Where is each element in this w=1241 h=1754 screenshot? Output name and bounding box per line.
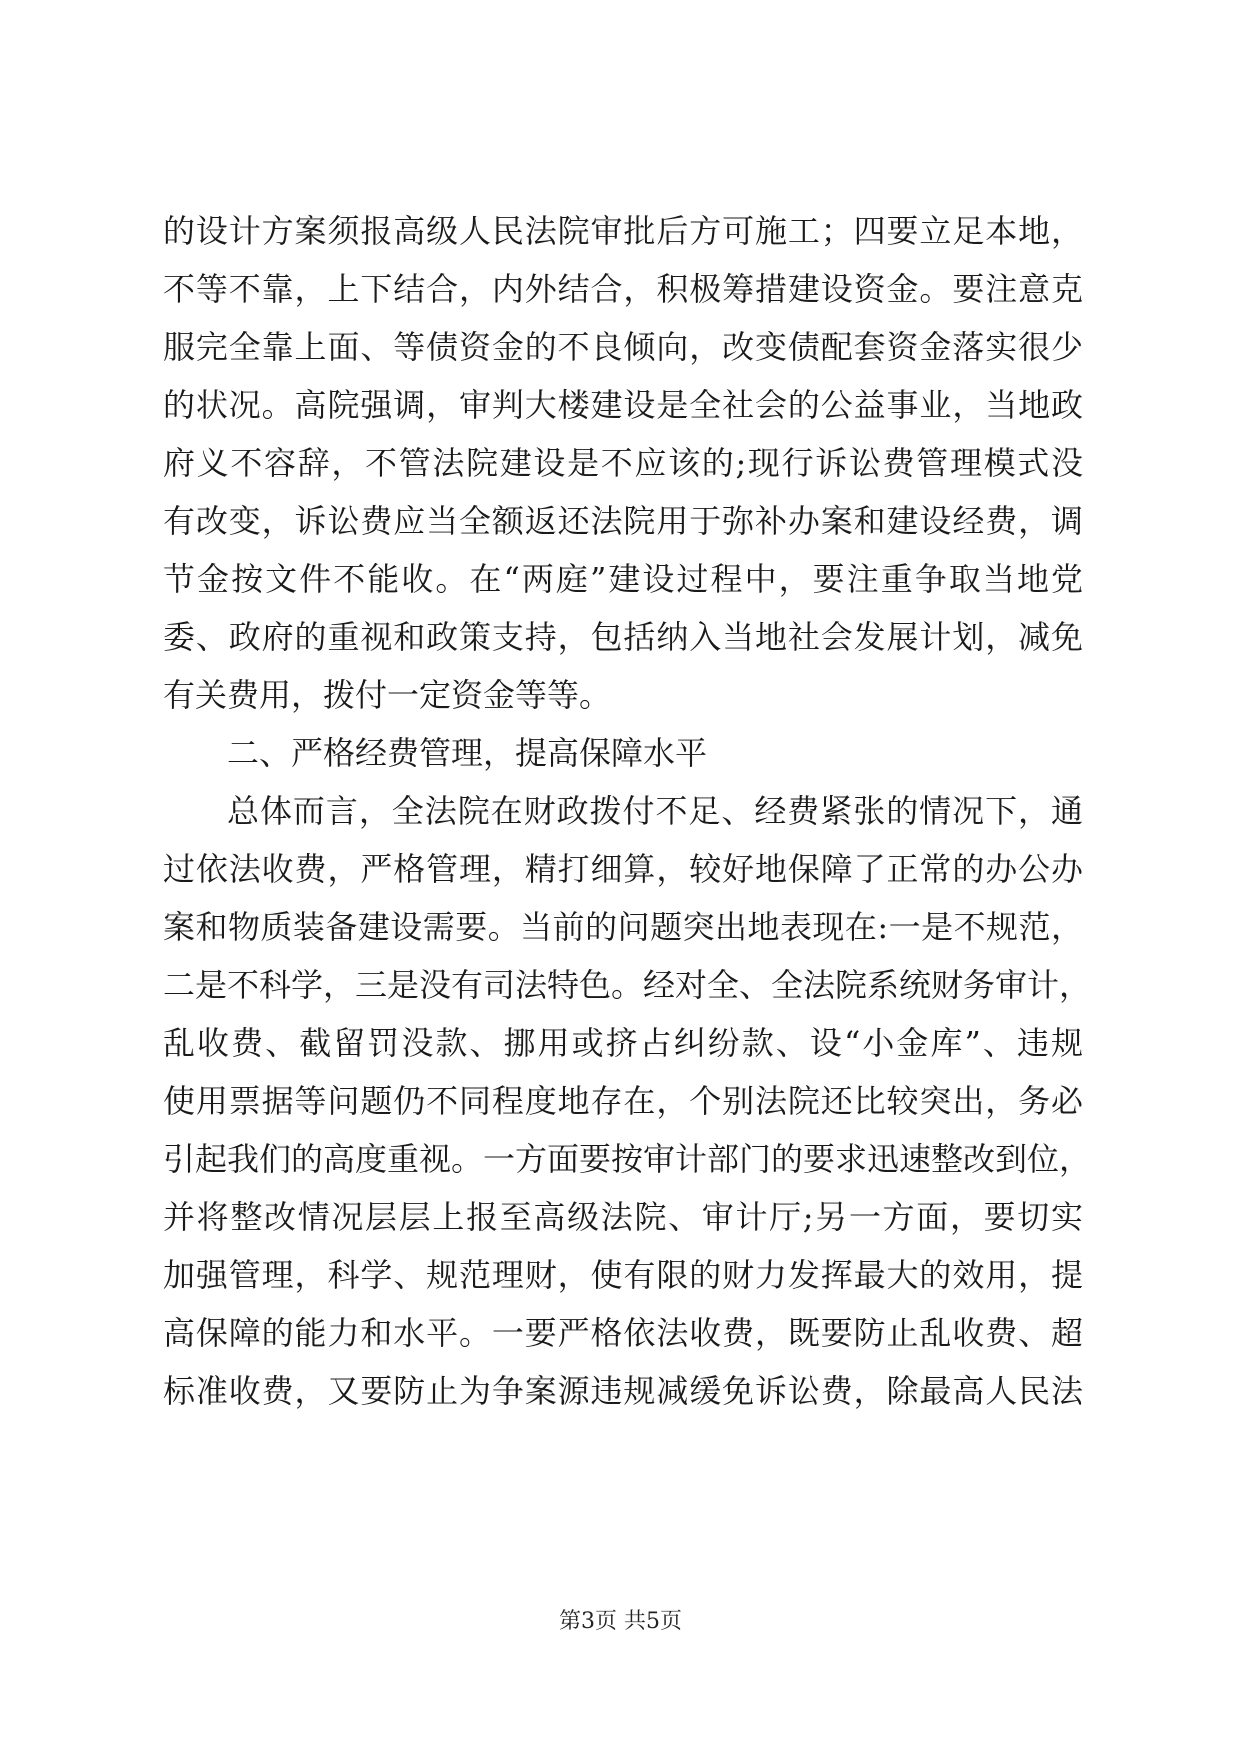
text-line: 使用票据等问题仍不同程度地存在，个别法院还比较突出，务必 bbox=[163, 1082, 1083, 1120]
text-line: 乱收费、截留罚没款、挪用或挤占纠纷款、设“小金库”、违规 bbox=[163, 1024, 1083, 1062]
text-line: 标准收费，又要防止为争案源违规减缓免诉讼费，除最高人民法 bbox=[163, 1372, 1083, 1410]
text-line: 过依法收费，严格管理，精打细算，较好地保障了正常的办公办 bbox=[163, 850, 1083, 888]
text-line: 有关费用，拨付一定资金等等。 bbox=[163, 676, 612, 714]
document-body bbox=[163, 202, 1092, 1420]
text-line: 的设计方案须报高级人民法院审批后方可施工；四要立足本地， bbox=[163, 212, 1083, 250]
text-line: 不等不靠，上下结合，内外结合，积极筹措建设资金。要注意克 bbox=[163, 270, 1083, 308]
text-line: 服完全靠上面、等债资金的不良倾向，改变债配套资金落实很少 bbox=[163, 328, 1083, 366]
text-line: 二是不科学，三是没有司法特色。经对全、全法院系统财务审计， bbox=[163, 966, 1092, 1004]
text-line: 引起我们的高度重视。一方面要按审计部门的要求迅速整改到位， bbox=[163, 1140, 1092, 1178]
text-line: 高保障的能力和水平。一要严格依法收费，既要防止乱收费、超 bbox=[163, 1314, 1083, 1352]
text-line: 府义不容辞，不管法院建设是不应该的;现行诉讼费管理模式没 bbox=[163, 444, 1083, 482]
paragraph-1 bbox=[163, 202, 1083, 724]
page-number: 第3页 共5页 bbox=[559, 1609, 682, 1634]
section-heading bbox=[163, 724, 1083, 782]
text-line: 有改变，诉讼费应当全额返还法院用于弥补办案和建设经费，调 bbox=[163, 502, 1083, 540]
text-line: 节金按文件不能收。在“两庭”建设过程中，要注重争取当地党 bbox=[163, 560, 1083, 598]
text-line: 委、政府的重视和政策支持，包括纳入当地社会发展计划，减免 bbox=[163, 618, 1083, 656]
text-line: 加强管理，科学、规范理财，使有限的财力发挥最大的效用，提 bbox=[163, 1256, 1083, 1294]
text-line: 并将整改情况层层上报至高级法院、审计厅;另一方面，要切实 bbox=[163, 1198, 1083, 1236]
text-line: 总体而言，全法院在财政拨付不足、经费紧张的情况下，通 bbox=[227, 792, 1083, 830]
section-heading-text: 二、严格经费管理，提高保障水平 bbox=[227, 734, 708, 772]
text-line: 案和物质装备建设需要。当前的问题突出地表现在:一是不规范， bbox=[163, 908, 1083, 946]
paragraph-2 bbox=[163, 782, 1092, 1420]
text-line: 的状况。高院强调，审判大楼建设是全社会的公益事业，当地政 bbox=[163, 386, 1083, 424]
